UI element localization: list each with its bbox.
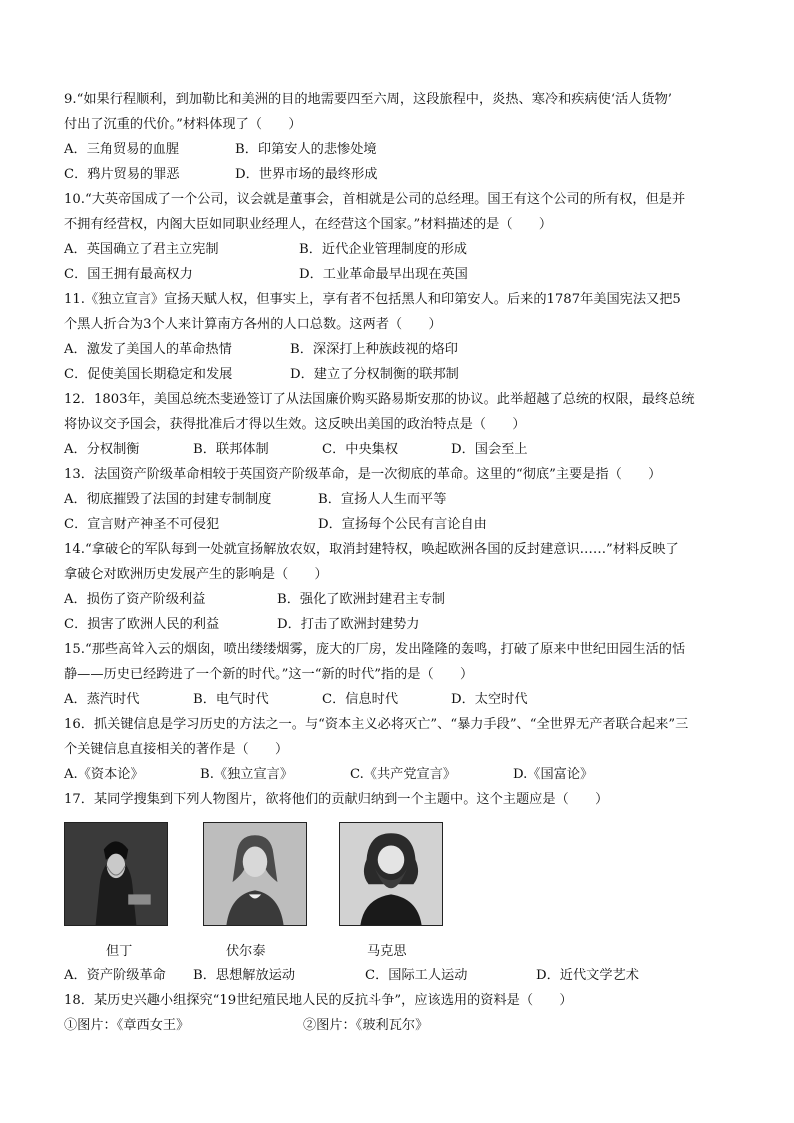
q11-option-a: A．激发了美国人的革命热情	[64, 342, 232, 357]
q14-option-c: C．损害了欧洲人民的利益	[64, 617, 220, 632]
q10-option-b: B．近代企业管理制度的形成	[299, 242, 467, 257]
q16-option-d: D.《国富论》	[513, 767, 594, 782]
q14-option-b: B．强化了欧洲封建君主专制	[277, 592, 445, 607]
q10-option-d: D．工业革命最早出现在英国	[299, 267, 468, 282]
q9-option-b: B．印第安人的悲惨处境	[235, 142, 377, 157]
q11-option-c: C．促使美国长期稳定和发展	[64, 367, 233, 382]
q14-option-d: D．打击了欧洲封建势力	[277, 617, 420, 632]
q12-stem-line-1: 12．1803年，美国总统杰斐逊签订了从法国廉价购买路易斯安那的协议。此举超越了总统的权限，最终总统	[64, 392, 695, 407]
q18-material-2: ②图片：《玻利瓦尔》	[303, 1018, 429, 1033]
q16-option-b: B.《独立宣言》	[200, 767, 294, 782]
q15-option-a: A．蒸汽时代	[64, 692, 140, 707]
q9-option-a: A．三角贸易的血腥	[64, 142, 180, 157]
q9-option-d: D．世界市场的最终形成	[235, 167, 378, 182]
q13-stem-line-1: 13．法国资产阶级革命相较于英国资产阶级革命，是一次彻底的革命。这里的“彻底”主要是指（ ）	[64, 467, 662, 482]
q16-option-a: A.《资本论》	[64, 767, 144, 782]
q12-option-a: A．分权制衡	[64, 442, 140, 457]
q17-option-b: B．思想解放运动	[193, 968, 296, 983]
dante-portrait-image	[64, 822, 168, 926]
q10-stem-line-1: 10.“大英帝国成了一个公司，议会就是董事会，首相就是公司的总经理。国王有这个公司的所有权，但是并	[64, 192, 686, 207]
q15-option-b: B．电气时代	[193, 692, 269, 707]
q16-option-c: C.《共产党宣言》	[350, 767, 457, 782]
q18-stem-line-1: 18．某历史兴趣小组探究“19世纪殖民地人民的反抗斗争”，应该选用的资料是（ ）	[64, 993, 573, 1008]
q12-option-d: D．国会至上	[451, 442, 528, 457]
voltaire-portrait-image	[203, 822, 307, 926]
q15-option-c: C．信息时代	[322, 692, 399, 707]
q10-option-a: A．英国确立了君主立宪制	[64, 242, 219, 257]
q14-stem-line-2: 拿破仑对欧洲历史发展产生的影响是（ ）	[64, 567, 328, 582]
q10-option-c: C．国王拥有最高权力	[64, 267, 193, 282]
caption-marx: 马克思	[367, 944, 407, 959]
q15-stem-line-1: 15.“那些高耸入云的烟囱，喷出缕缕烟雾，庞大的厂房，发出隆隆的轰鸣，打破了原来中世纪田园生活的恬	[64, 642, 686, 657]
q11-stem-line-2: 个黑人折合为3个人来计算南方各州的人口总数。这两者（ ）	[64, 317, 442, 332]
q14-option-a: A．损伤了资产阶级利益	[64, 592, 206, 607]
q17-option-c: C．国际工人运动	[365, 968, 468, 983]
q9-option-c: C．鸦片贸易的罪恶	[64, 167, 180, 182]
q16-stem-line-2: 个关键信息直接相关的著作是（ ）	[64, 742, 289, 757]
q13-option-c: C．宣言财产神圣不可侵犯	[64, 517, 220, 532]
q11-option-d: D．建立了分权制衡的联邦制	[290, 367, 459, 382]
q14-stem-line-1: 14.“拿破仑的军队每到一处就宣扬解放农奴，取消封建特权，唤起欧洲各国的反封建意识……”材料反映了	[64, 542, 679, 557]
q13-option-a: A．彻底摧毁了法国的封建专制制度	[64, 492, 272, 507]
q9-stem-line-1: 9.“如果行程顺利，到加勒比和美洲的目的地需要四至六周，这段旅程中，炎热、寒冷和疾病使‘活人货物’	[64, 92, 672, 107]
q17-option-a: A．资产阶级革命	[64, 968, 166, 983]
q13-option-d: D．宣扬每个公民有言论自由	[318, 517, 487, 532]
q12-option-b: B．联邦体制	[193, 442, 269, 457]
q17-option-d: D．近代文学艺术	[536, 968, 639, 983]
q16-stem-line-1: 16．抓关键信息是学习历史的方法之一。与“资本主义必将灭亡”、“暴力手段”、“全世界无产者联合起来”三	[64, 717, 689, 732]
q13-option-b: B．宣扬人人生而平等	[318, 492, 447, 507]
q10-stem-line-2: 不拥有经营权，内阁大臣如同职业经理人，在经营这个国家。”材料描述的是（ ）	[64, 217, 553, 232]
q15-stem-line-2: 静——历史已经跨进了一个新的时代。”这一“新的时代”指的是（ ）	[64, 667, 474, 682]
q9-stem-line-2: 付出了沉重的代价。”材料体现了（ ）	[64, 117, 302, 132]
q11-stem-line-1: 11.《独立宣言》宣扬天赋人权，但事实上，享有者不包括黑人和印第安人。后来的1787年美国宪法又把5	[64, 292, 681, 307]
q17-stem-line-1: 17．某同学搜集到下列人物图片，欲将他们的贡献归纳到一个主题中。这个主题应是（ ）	[64, 792, 609, 807]
marx-portrait-image	[339, 822, 443, 926]
caption-dante: 但丁	[106, 944, 133, 959]
q18-material-1: ①图片：《章西女王》	[64, 1018, 190, 1033]
q12-option-c: C．中央集权	[322, 442, 399, 457]
q11-option-b: B．深深打上种族歧视的烙印	[290, 342, 458, 357]
q12-stem-line-2: 将协议交予国会，获得批准后才得以生效。这反映出美国的政治特点是（ ）	[64, 417, 526, 432]
q15-option-d: D．太空时代	[451, 692, 528, 707]
caption-voltaire: 伏尔泰	[226, 944, 266, 959]
